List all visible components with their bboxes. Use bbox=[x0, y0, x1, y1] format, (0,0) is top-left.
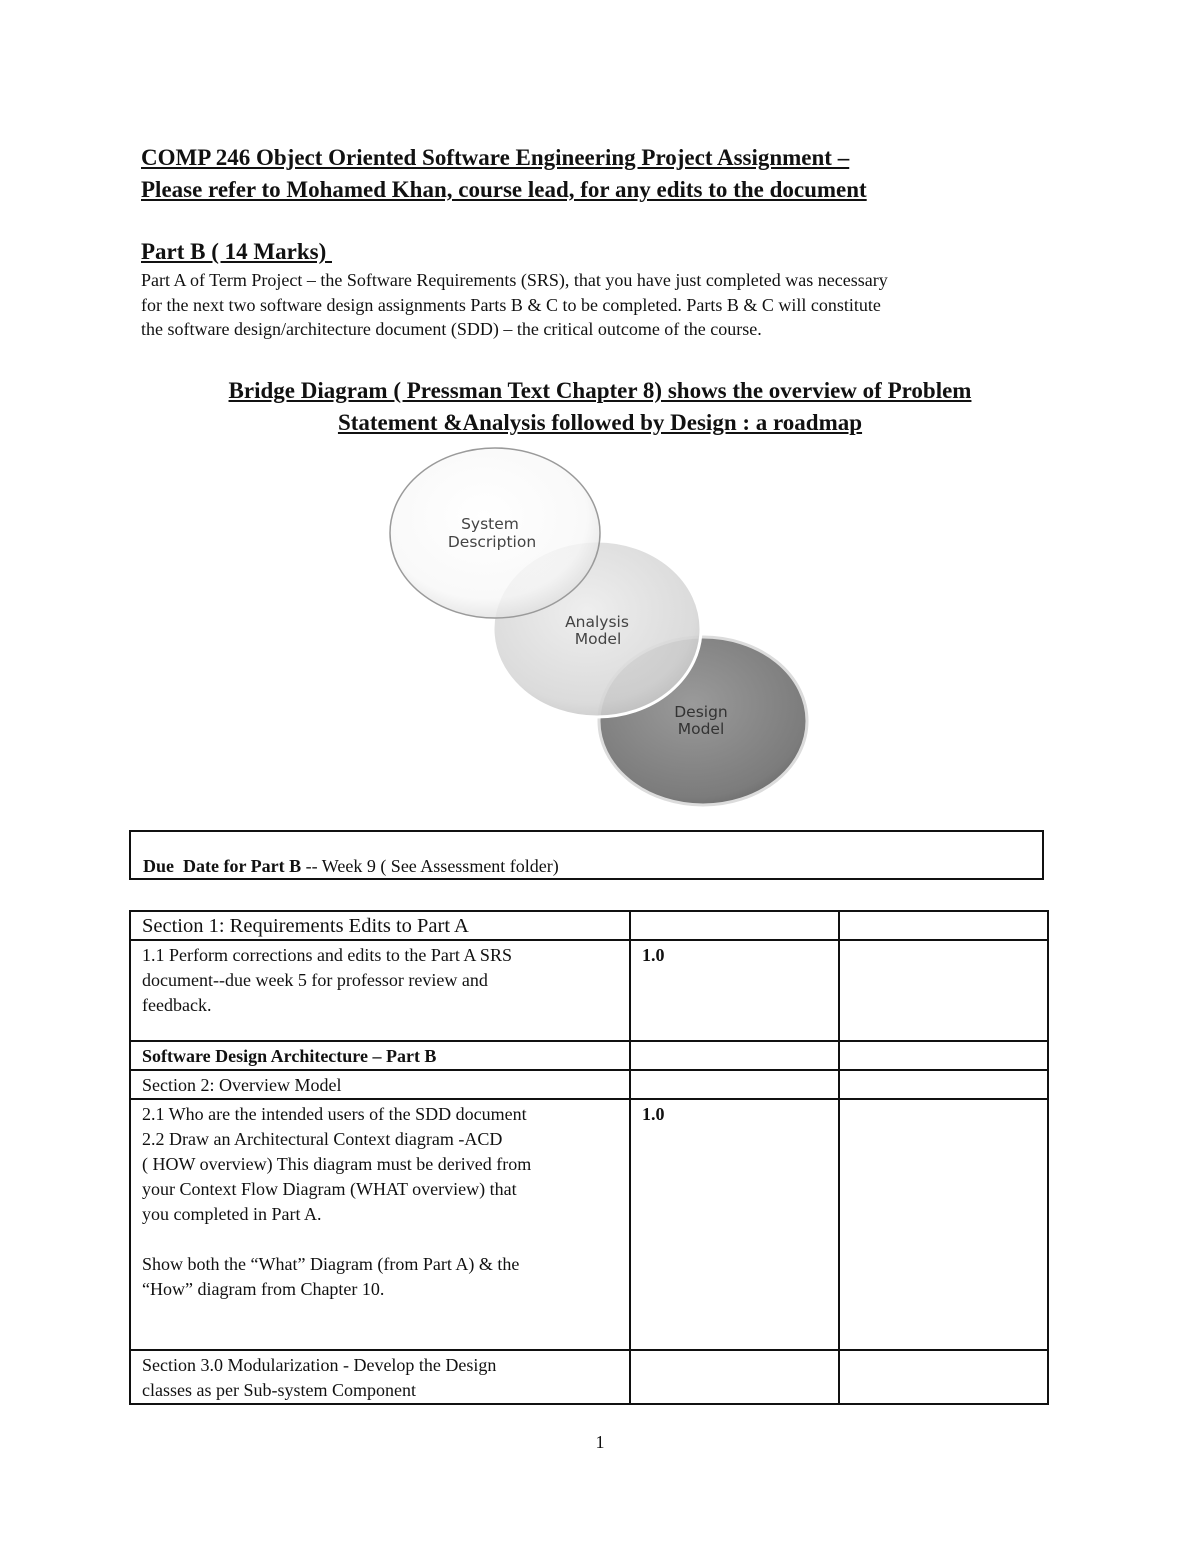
mark-cell: 1.0 bbox=[630, 1099, 839, 1350]
score-cell bbox=[839, 1099, 1048, 1350]
section-cell: Section 2: Overview Model bbox=[130, 1070, 630, 1099]
mark-cell bbox=[630, 1041, 839, 1070]
intro-line: for the next two software design assignments Parts B & C to be completed. Parts B & C will constitute bbox=[141, 294, 881, 315]
section-cell: Software Design Architecture – Part B bbox=[130, 1041, 630, 1070]
section-cell: Section 1: Requirements Edits to Part A bbox=[130, 911, 630, 940]
score-cell bbox=[839, 911, 1048, 940]
due-date-box bbox=[129, 830, 1044, 880]
diagram-heading bbox=[100, 375, 1100, 439]
task-cell: 2.1 Who are the intended users of the SDD document 2.2 Draw an Architectural Context diagram -ACD ( HOW overview) This diagram must be derived from your Context Flow Diagram (WHAT overview) that you completed in Part A. Show both the “What” Diagram (from Part A) & the “How” diagram from Chapter 10. bbox=[130, 1099, 630, 1350]
table-row bbox=[130, 911, 1048, 940]
mark-cell: 1.0 bbox=[630, 940, 839, 1041]
part-heading: Part B ( 14 Marks) bbox=[141, 239, 332, 264]
design-model-label: Design bbox=[674, 703, 728, 721]
score-cell bbox=[839, 940, 1048, 1041]
bridge-diagram bbox=[385, 442, 815, 814]
mark-cell bbox=[630, 1350, 839, 1404]
mark-cell bbox=[630, 911, 839, 940]
system-description-label: Description bbox=[447, 533, 537, 551]
diagram-heading-line: Bridge Diagram ( Pressman Text Chapter 8) shows the overview of Problem bbox=[228, 378, 972, 403]
score-cell bbox=[839, 1070, 1048, 1099]
document-title bbox=[141, 142, 1061, 206]
analysis-model-label: Analysis bbox=[565, 613, 629, 631]
marks-table bbox=[129, 910, 1049, 1405]
design-model-label: Model bbox=[677, 720, 725, 738]
table-row bbox=[130, 1099, 1048, 1350]
intro-line: the software design/architecture document (SDD) – the critical outcome of the course. bbox=[141, 319, 762, 339]
due-date-label: Due Date for Part B bbox=[143, 856, 302, 876]
table-row bbox=[130, 940, 1048, 1041]
table-row bbox=[130, 1041, 1048, 1070]
task-cell: 1.1 Perform corrections and edits to the Part A SRS document--due week 5 for professor review and feedback. bbox=[130, 940, 630, 1041]
intro-line: Part A of Term Project – the Software Requirements (SRS), that you have just completed was necessary bbox=[141, 270, 888, 290]
document-title-line: COMP 246 Object Oriented Software Engineering Project Assignment – bbox=[141, 145, 850, 170]
mark-cell bbox=[630, 1070, 839, 1099]
page-number: 1 bbox=[595, 1432, 605, 1452]
table-row bbox=[130, 1070, 1048, 1099]
section-cell: Section 3.0 Modularization - Develop the Design classes as per Sub-system Component bbox=[130, 1350, 630, 1404]
due-date-text: -- Week 9 ( See Assessment folder) bbox=[301, 856, 559, 876]
table-row bbox=[130, 1350, 1048, 1404]
due-date-line bbox=[143, 854, 559, 878]
diagram-heading-line: Statement &Analysis followed by Design : a roadmap bbox=[337, 410, 863, 435]
score-cell bbox=[839, 1350, 1048, 1404]
score-cell bbox=[839, 1041, 1048, 1070]
analysis-model-label: Model bbox=[574, 630, 622, 648]
system-description-label: System bbox=[461, 515, 519, 533]
document-title-line: Please refer to Mohamed Khan, course lead, for any edits to the document bbox=[141, 177, 867, 202]
intro-paragraph bbox=[141, 268, 1051, 342]
